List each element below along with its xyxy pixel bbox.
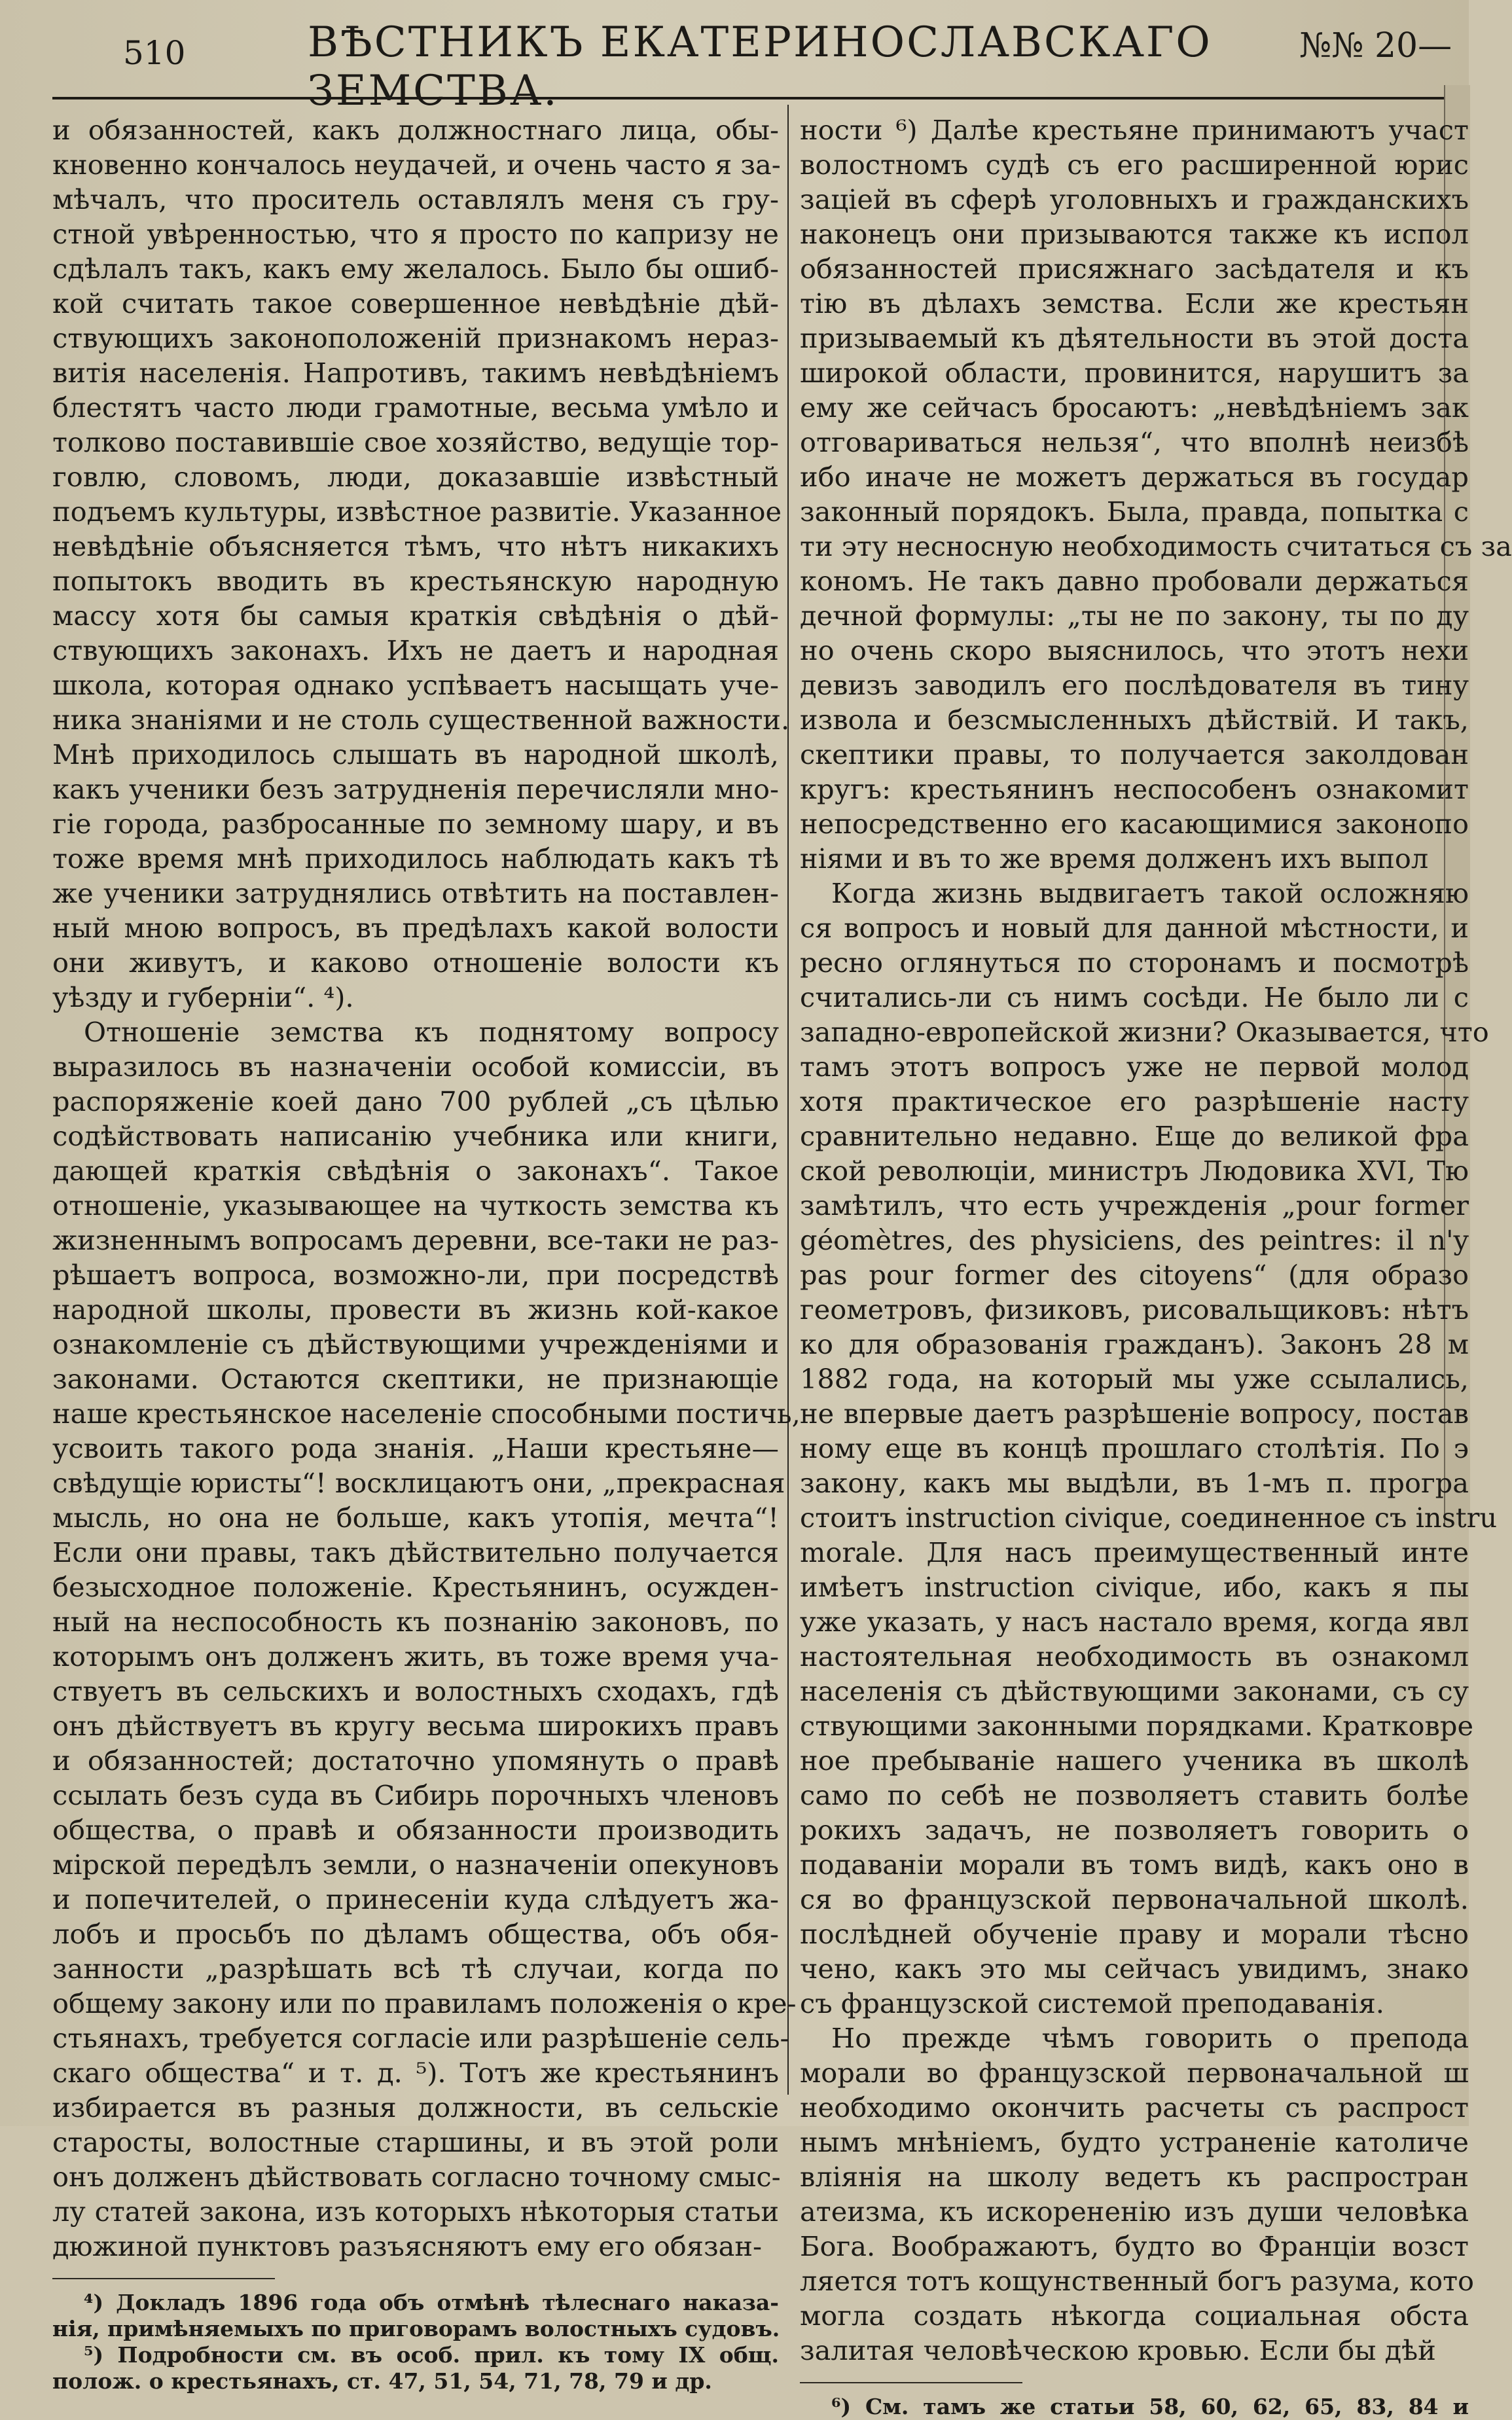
text-line: атеизма, къ искорененiю изъ души человѣка — [800, 2195, 1469, 2228]
text-line: ника знанiями и не столь существенной важности. — [52, 704, 790, 736]
text-line: онъ дѣйствуетъ въ кругу весьма широкихъ правъ — [52, 1710, 779, 1742]
text-line: уѣзду и губернiи“. ⁴). — [52, 981, 354, 1013]
text-line: и обязанностей, какъ должностнаго лица, обы- — [52, 114, 779, 146]
text-line: старосты, волостные старшины, и въ этой роли — [52, 2126, 779, 2158]
text-line: ствующими законными порядками. Кратковре — [800, 1710, 1474, 1742]
column-divider — [787, 105, 789, 2095]
text-line: ствуетъ въ сельскихъ и волостныхъ сходахъ, гдѣ — [52, 1675, 779, 1707]
text-line: ности ⁶) Далѣе крестьяне принимаютъ участ — [800, 114, 1469, 146]
text-line: лобъ и просьбъ по дѣламъ общества, объ обя- — [52, 1918, 779, 1950]
text-line: ся во французской первоначальной школѣ. — [800, 1883, 1469, 1915]
text-line: мiрской передѣлъ земли, о назначенiи опекуновъ — [52, 1849, 779, 1881]
text-line: толково поставившiе свое хозяйство, ведущiе тор- — [52, 426, 779, 458]
text-line: законный порядокъ. Была, правда, попытка с — [800, 496, 1469, 528]
text-line: Если они правы, такъ дѣйствительно получается — [52, 1536, 779, 1568]
text-line: настоятельная необходимость въ ознакомл — [800, 1640, 1469, 1672]
page-header — [0, 0, 1469, 115]
right-column — [800, 113, 1512, 2419]
footnote-line: нiя, примѣняемыхъ по приговорамъ волостныхъ судовъ. — [52, 2316, 780, 2341]
text-line: школа, которая однако успѣваетъ насыщать уче- — [52, 669, 779, 701]
text-line: отговариваться нельзя“, что вполнѣ неизбѣ — [800, 426, 1469, 458]
text-line: ный на неспособность къ познанiю законовъ, по — [52, 1606, 779, 1638]
text-line: подъемъ культуры, извѣстное развитiе. Указанное — [52, 496, 782, 528]
text-line: витiя населенiя. Напротивъ, такимъ невѣдѣнiемъ — [52, 357, 779, 389]
text-line: непосредственно его касающимися законопо — [800, 808, 1469, 840]
text-line: кругъ: крестьянинъ неспособенъ ознакомит — [800, 773, 1469, 805]
text-line: нымъ мнѣнiемъ, будто устраненiе католиче — [800, 2126, 1469, 2158]
text-line: само по себѣ не позволяетъ ставить болѣе — [800, 1779, 1469, 1811]
text-line: лу статей закона, изъ которыхъ нѣкоторыя статьи — [52, 2195, 779, 2228]
text-line: ему же сейчасъ бросаютъ: „невѣдѣнiемъ зак — [800, 391, 1469, 424]
text-line: но очень скоро выяснилось, что этотъ нехи — [800, 634, 1469, 666]
text-line: геометровъ, физиковъ, рисовальщиковъ: нѣтъ — [800, 1293, 1469, 1326]
text-line: влiянiя на школу ведетъ къ распростран — [800, 2161, 1469, 2193]
text-line: Мнѣ приходилось слышать въ народной школѣ, — [52, 738, 779, 770]
text-line: ской революцiи, министръ Людовика XVI, Тю — [800, 1155, 1469, 1187]
text-line: закону, какъ мы выдѣли, въ 1-мъ п. програ — [800, 1467, 1469, 1499]
text-line: ся вопросъ и новый для данной мѣстности, и — [800, 912, 1469, 944]
text-line: стоитъ instruction civique, соединенное съ instru — [800, 1502, 1498, 1534]
text-line: народной школы, провести въ жизнь кой-какое — [52, 1293, 779, 1326]
text-line: ссылать безъ суда въ Сибирь порочныхъ членовъ — [52, 1779, 779, 1811]
text-line: имѣетъ instruction civique, ибо, какъ я пы — [800, 1571, 1469, 1603]
text-line: кой считать такое совершенное невѣдѣнiе дѣй- — [52, 287, 779, 319]
text-line: ному еще въ концѣ прошлаго столѣтiя. По э — [800, 1432, 1469, 1464]
text-line: и обязанностей; достаточно упомянуть о правѣ — [52, 1744, 779, 1777]
journal-title: ВѢСТНИКЪ ЕКАТЕРИНОСЛАВСКАГО ЗЕМСТВА. — [308, 18, 1212, 115]
text-line: скептики правы, то получается заколдован — [800, 738, 1469, 770]
footnote-line: ⁶) См. тамъ же статьи 58, 60, 62, 65, 83, 84 и — [831, 2394, 1469, 2419]
paragraph — [800, 2021, 1475, 2368]
text-line: ное пребыванiе нашего ученика въ школѣ — [800, 1744, 1469, 1777]
text-line: Когда жизнь выдвигаетъ такой осложняю — [831, 877, 1469, 909]
text-line: уже указать, у насъ настало время, когда явл — [800, 1606, 1469, 1638]
text-line: они живутъ, и каково отношенiе волости къ — [52, 947, 779, 979]
text-line: мысль, но она не больше, какъ утопiя, мечта“! — [52, 1502, 779, 1534]
paragraph — [800, 113, 1512, 876]
text-line: тiю въ дѣлахъ земства. Если же крестьян — [800, 287, 1469, 319]
footnote-line: ⁴) Докладъ 1896 года объ отмѣнѣ тѣлеснаго наказа- — [84, 2290, 779, 2315]
footnote-line: ⁵) Подробности см. въ особ. прил. къ тому IX общ. — [84, 2342, 779, 2368]
text-line: послѣдней обученiе праву и морали тѣсно — [800, 1918, 1469, 1950]
text-line: ресно оглянуться по сторонамъ и посмотрѣ — [800, 947, 1469, 979]
text-line: и попечителей, о принесенiи куда слѣдуетъ жа- — [52, 1883, 779, 1915]
text-line: попытокъ вводить въ крестьянскую народную — [52, 565, 779, 597]
text-line: 1882 года, на который мы уже ссылались, — [800, 1363, 1469, 1395]
text-line: рокихъ задачъ, не позволяетъ говорить о — [800, 1814, 1469, 1846]
text-line: ти эту несносную необходимость считаться съ за — [800, 530, 1512, 562]
text-line: занности „разрѣшать всѣ тѣ случаи, когда по — [52, 1953, 779, 1985]
text-line: ный мною вопросъ, въ предѣлахъ какой волости — [52, 912, 779, 944]
text-line: pas pour former des citoyens“ (для образо — [800, 1259, 1469, 1291]
text-line: morale. Для насъ преимущественный инте — [800, 1536, 1469, 1568]
text-line: скаго общества“ и т. д. ⁵). Тотъ же крестьянинъ — [52, 2057, 779, 2089]
text-line: рѣшаетъ вопроса, возможно-ли, при посредствѣ — [52, 1259, 779, 1291]
text-line: съ французской системой преподаванiя. — [800, 1987, 1384, 2019]
text-line: ляется тотъ кощунственный богъ разума, кото — [800, 2265, 1475, 2297]
text-line: ко для образованiя гражданъ). Законъ 28 м — [800, 1328, 1469, 1360]
page-number: 510 — [123, 34, 186, 72]
text-line: дающей краткiя свѣдѣнiя о законахъ“. Такое — [52, 1155, 779, 1187]
text-line: дечной формулы: „ты не по закону, ты по ду — [800, 600, 1469, 632]
text-line: хотя практическое его разрѣшенiе насту — [800, 1085, 1469, 1117]
text-line: гiе города, разбросанные по земному шару, и въ — [52, 808, 779, 840]
text-line: ибо иначе не можетъ держаться въ государ — [800, 461, 1469, 493]
text-line: массу хотя бы самыя краткiя свѣдѣнiя о дѣй- — [52, 600, 779, 632]
text-line: кновенно кончалось неудачей, и очень часто я за- — [52, 149, 781, 181]
text-line: выразилось въ назначенiи особой комиссiи, въ — [52, 1051, 779, 1083]
text-line: общества, о правѣ и обязанности производить — [52, 1814, 779, 1846]
text-line: нiями и въ то же время долженъ ихъ выпол — [800, 842, 1429, 875]
footnote-rule — [52, 2278, 275, 2279]
text-line: какъ ученики безъ затрудненiя перечисляли мно- — [52, 773, 779, 805]
text-line: залитая человѣческою кровью. Если бы дѣй — [800, 2334, 1436, 2366]
text-line: избирается въ разныя должности, въ сельскiе — [52, 2091, 779, 2123]
text-line: распоряженiе коей дано 700 рублей „съ цѣлью — [52, 1085, 779, 1117]
text-line: необходимо окончить расчеты съ распрост — [800, 2091, 1469, 2123]
text-line: кономъ. Не такъ давно пробовали держаться — [800, 565, 1469, 597]
text-line: ствующихъ законоположенiй признакомъ нераз- — [52, 322, 779, 354]
text-line: чено, какъ это мы сейчасъ увидимъ, знако — [800, 1953, 1469, 1985]
text-line: блестятъ часто люди грамотные, весьма умѣло и — [52, 391, 779, 424]
text-line: сдѣлалъ такъ, какъ ему желалось. Было бы ошиб- — [52, 253, 779, 285]
text-line: тамъ этотъ вопросъ уже не первой молод — [800, 1051, 1469, 1083]
text-line: зацiей въ сферѣ уголовныхъ и гражданскихъ — [800, 183, 1469, 215]
text-line: западно-европейской жизни? Оказывается, что — [800, 1016, 1489, 1048]
text-line: призываемый къ дѣятельности въ этой доста — [800, 322, 1469, 354]
text-line: извола и безсмысленныхъ дѣйствiй. И такъ, — [800, 704, 1469, 736]
text-line: стной увѣренностью, что я просто по капризу не — [52, 218, 779, 250]
text-line: замѣтилъ, что есть учрежденiя „pour former — [800, 1189, 1469, 1221]
text-line: Отношенiе земства къ поднятому вопросу — [84, 1016, 779, 1048]
text-line: отношенiе, указывающее на чуткость земства къ — [52, 1189, 779, 1221]
text-line: населенiя съ дѣйствующими законами, съ су — [800, 1675, 1469, 1707]
footnotes — [800, 2394, 1469, 2420]
text-line: наконецъ они призываются также къ испол — [800, 218, 1469, 250]
text-line: жизненнымъ вопросамъ деревни, все-таки не раз- — [52, 1224, 779, 1256]
text-line: говлю, словомъ, люди, доказавшiе извѣстный — [52, 461, 779, 493]
text-line: считались-ли съ нимъ сосѣди. Не было ли с — [800, 981, 1469, 1013]
text-line: тоже время мнѣ приходилось наблюдать какъ тѣ — [52, 842, 779, 875]
text-line: сравнительно недавно. Еще до великой фра — [800, 1120, 1469, 1152]
footnote-line: полож. о крестьянахъ, ст. 47, 51, 54, 71, 78, 79 и др. — [52, 2368, 712, 2394]
text-line: волостномъ судѣ съ его расширенной юрис — [800, 149, 1469, 181]
issue-number: №№ 20— — [1299, 26, 1452, 65]
footnote-rule — [800, 2382, 1022, 2383]
text-line: обязанностей присяжнаго засѣдателя и къ — [800, 253, 1469, 285]
paragraph — [800, 876, 1498, 2021]
text-line: мѣчалъ, что проситель оставлялъ меня съ гру- — [52, 183, 779, 215]
text-line: морали во французской первоначальной ш — [800, 2057, 1469, 2089]
text-line: широкой области, провинится, нарушитъ за — [800, 357, 1469, 389]
text-line: подаванiи морали въ томъ видѣ, какъ оно в — [800, 1849, 1469, 1881]
text-line: наше крестьянское населенiе способными постичь, — [52, 1398, 801, 1430]
text-line: онъ долженъ дѣйствовать согласно точному смыс- — [52, 2161, 781, 2193]
text-line: ознакомленiе съ дѣйствующими учрежденiями и — [52, 1328, 779, 1360]
text-line: Но прежде чѣмъ говорить о препода — [831, 2022, 1469, 2054]
text-line: содѣйствовать написанiю учебника или книги, — [52, 1120, 779, 1152]
text-line: géomètres, des physiciens, des peintres: il n'y — [800, 1224, 1469, 1256]
paragraph — [52, 1015, 801, 2264]
text-line: общему закону или по правиламъ положенiя о кре- — [52, 1987, 797, 2019]
text-line: невѣдѣнiе объясняется тѣмъ, что нѣтъ никакихъ — [52, 530, 779, 562]
header-rule — [52, 97, 1469, 99]
left-column — [52, 113, 801, 2394]
text-line: девизъ заводилъ его послѣдователя въ тину — [800, 669, 1469, 701]
text-line: которымъ онъ долженъ жить, въ тоже время уча- — [52, 1640, 779, 1672]
text-line: не впервые даетъ разрѣшенiе вопросу, постав — [800, 1398, 1469, 1430]
footnotes — [52, 2290, 779, 2394]
text-line: безысходное положенiе. Крестьянинъ, осужден- — [52, 1571, 779, 1603]
text-line: свѣдущiе юристы“! восклицаютъ они, „прекрасная — [52, 1467, 785, 1499]
text-line: усвоить такого рода знанiя. „Наши крестьяне— — [52, 1432, 779, 1464]
text-line: дюжиной пунктовъ разъясняютъ ему его обязан- — [52, 2230, 763, 2262]
text-line: могла создать нѣкогда социальная обста — [800, 2300, 1469, 2332]
paragraph — [52, 113, 790, 1015]
text-line: же ученики затруднялись отвѣтить на поставлен- — [52, 877, 779, 909]
text-line: законами. Остаются скептики, не признающiе — [52, 1363, 779, 1395]
text-line: стьянахъ, требуется согласiе или разрѣшенiе сель- — [52, 2022, 789, 2054]
text-line: ствующихъ законахъ. Ихъ не даетъ и народная — [52, 634, 779, 666]
text-line: Бога. Воображаютъ, будто во Францiи возст — [800, 2230, 1469, 2262]
